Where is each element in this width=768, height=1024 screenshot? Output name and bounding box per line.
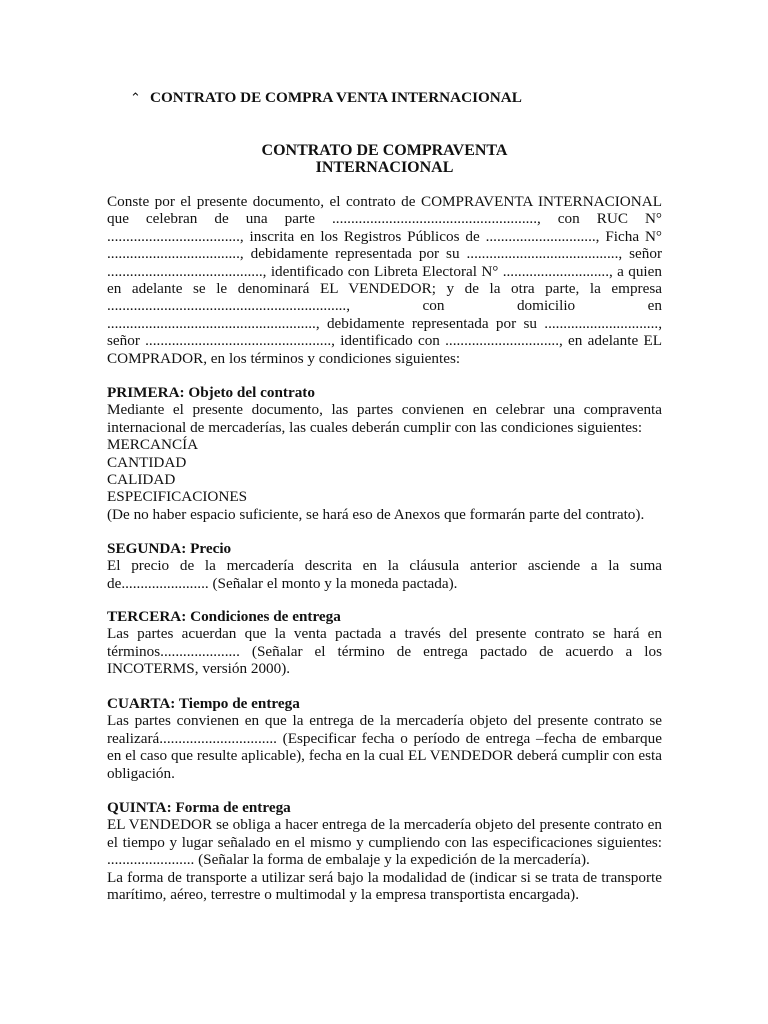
list-item: MERCANCÍA: [107, 436, 199, 454]
section-body: Las partes acuerdan que la venta pactada a través del presente contrato se hará en términos..................... (Señalar el término de entrega pactado de acuerdo a los INCOTERMS, versión 2000).: [107, 625, 662, 678]
section-heading: TERCERA: Condiciones de entrega: [107, 608, 341, 625]
section-cuarta: [107, 695, 662, 782]
caret-up-bullet-icon: ⌃: [130, 90, 141, 105]
section-tercera: [107, 608, 662, 678]
contract-title: [107, 142, 662, 176]
section-primera: [107, 384, 662, 523]
section-quinta: [107, 799, 662, 903]
section-heading: QUINTA: Forma de entrega: [107, 799, 291, 816]
section-body: El precio de la mercadería descrita en la cláusula anterior asciende a la suma de....................... (Señalar el monto y la moneda pactada).: [107, 557, 662, 592]
intro-paragraph: Conste por el presente documento, el contrato de COMPRAVENTA INTERNACIONAL que celebran de una parte ......................................................, con RUC N° ..................................., inscrita en los Registros Públicos de ............................., Ficha N° ..................................., debidamente representada por su ........................................, señor ........................................., identificado con Libreta Electoral N° ............................, a quien en adelante se le denominará EL VENDEDOR; y de la otra parte, la empresa ..............................................................., con domicilio en ......................................................., debidamente representada por su .............................., señor ................................................., identificado con .............................., en adelante EL COMPRADOR, en los términos y condiciones siguientes:: [107, 193, 662, 367]
document-header-title: CONTRATO DE COMPRA VENTA INTERNACIONAL: [150, 89, 522, 106]
section-body: Las partes convienen en que la entrega de la mercadería objeto del presente contrato se realizará............................... (Especificar fecha o período de entrega –fecha de embarque en el caso que resulte aplicable), fecha en la cual EL VENDEDOR deberá cumplir con esta obligación.: [107, 712, 662, 782]
list-item: CANTIDAD: [107, 453, 187, 471]
section-heading: PRIMERA: Objeto del contrato: [107, 384, 315, 401]
section-heading: CUARTA: Tiempo de entrega: [107, 695, 300, 712]
section-body: Mediante el presente documento, las partes convienen en celebrar una compraventa internacional de mercaderías, las cuales deberán cumplir con las condiciones siguientes:: [107, 401, 662, 436]
section-heading: SEGUNDA: Precio: [107, 540, 232, 557]
section-body-continued: La forma de transporte a utilizar será bajo la modalidad de (indicar si se trata de transporte marítimo, aéreo, terrestre o multimodal y la empresa transportista encargada).: [107, 868, 662, 904]
section-segunda: [107, 540, 662, 592]
contract-title-line-2: INTERNACIONAL: [315, 159, 454, 176]
section-body: EL VENDEDOR se obliga a hacer entrega de la mercadería objeto del presente contrato en el tiempo y lugar señalado en el mismo y cumpliendo con las especificaciones siguientes: ....................... (Señalar la forma de embalaje y la expedición de la mercadería).: [107, 816, 662, 869]
document-header: [130, 89, 522, 107]
contract-title-line-1: CONTRATO DE COMPRAVENTA: [261, 142, 508, 159]
section-note: (De no haber espacio suficiente, se hará eso de Anexos que formarán parte del contrato).: [107, 505, 645, 523]
list-item: CALIDAD: [107, 471, 176, 489]
list-item: ESPECIFICACIONES: [107, 488, 248, 506]
